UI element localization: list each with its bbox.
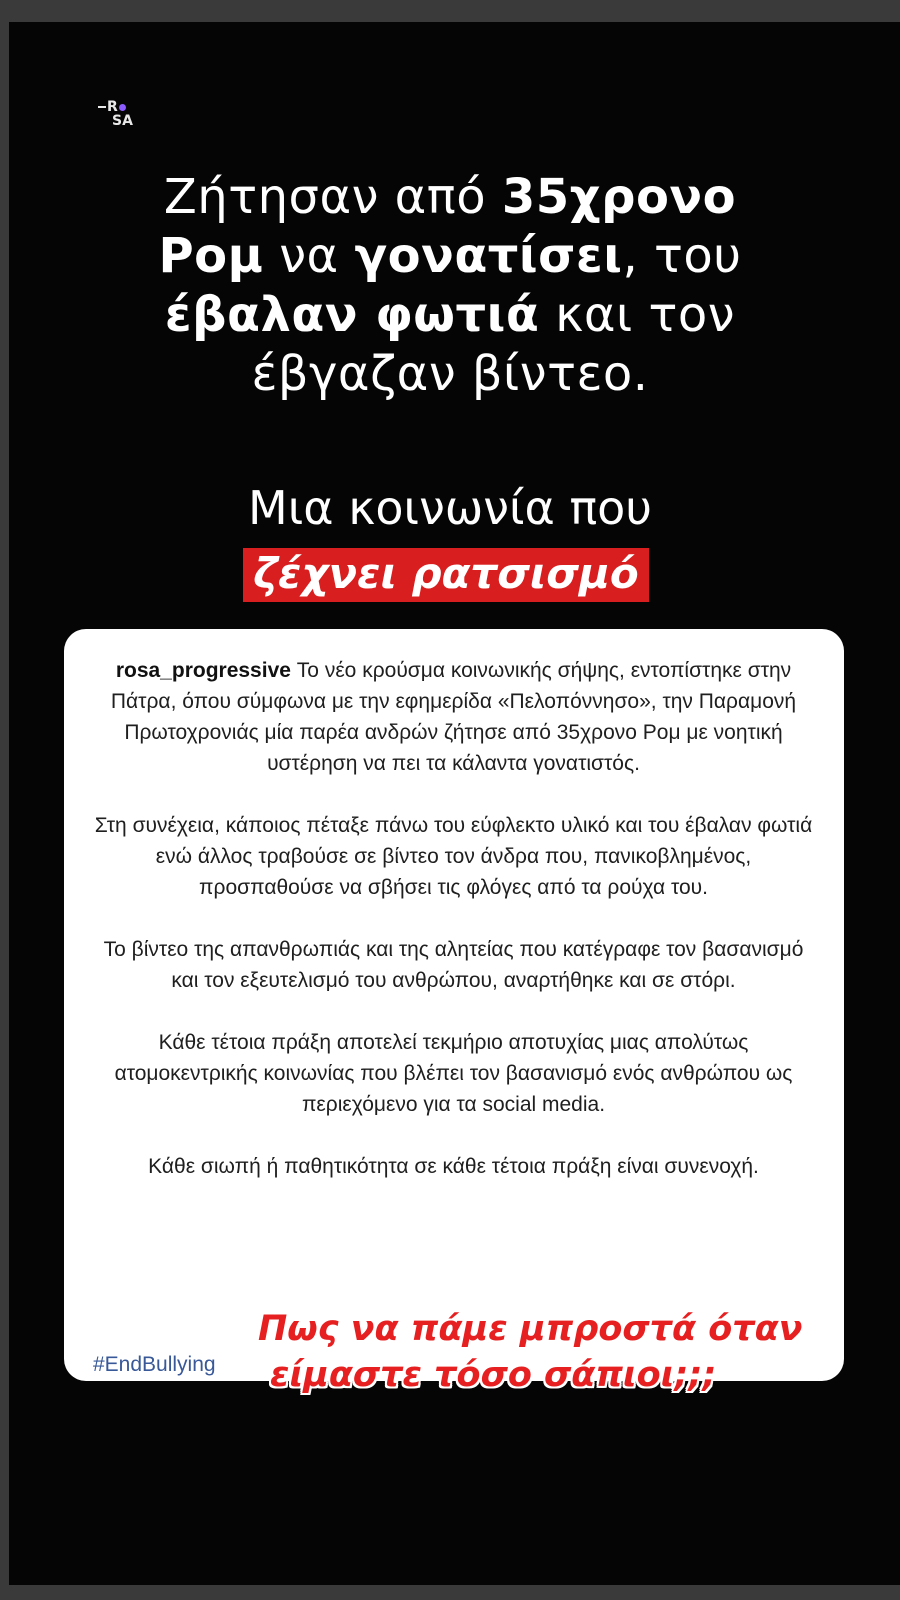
headline-part-2: να [263, 228, 355, 284]
headline-part-1: Ζήτησαν από [163, 169, 502, 225]
overlay-line-1: Πως να πάμε μπροστά όταν [258, 1309, 803, 1349]
highlight-phrase: ζέχνει ρατσισμό [243, 548, 649, 602]
headline-part-4: και τον [539, 287, 736, 343]
overlay-line-2: είμαστε τόσο σάπιοι;;; [270, 1355, 717, 1395]
headline-bold-2: Ρομ [158, 228, 264, 284]
frame-bottom-border [0, 1585, 900, 1600]
highlight-row [0, 548, 900, 602]
logo-dot-icon [119, 104, 126, 111]
logo-dash-icon [98, 106, 106, 108]
rosa-logo [98, 100, 138, 128]
logo-letters-sa: SA [112, 113, 133, 129]
story-overlay-caption [258, 1306, 898, 1398]
headline-part-5: έβγαζαν βίντεο. [251, 346, 649, 402]
post-paragraph-1-text: Το νέο κρούσμα κοινωνικής σήψης, εντοπίστηκε στην Πάτρα, όπου σύμφωνα με την εφημερίδα «Πελοπόννησο», την Παραμονή Πρωτοχρονιάς μία παρέα ανδρών ζήτησε από 35χρονο Ρομ με νοητική υστέρηση να πει τα κάλαντα γονατιστός. [110, 659, 797, 775]
post-paragraph-5: Κάθε σιωπή ή παθητικότητα σε κάθε τέτοια πράξη είναι συνενοχή. [148, 1155, 759, 1178]
post-hashtag[interactable]: #EndBullying [93, 1353, 216, 1376]
post-paragraph-1 [91, 655, 816, 779]
post-username[interactable]: rosa_progressive [115, 659, 291, 682]
post-paragraph-3: Το βίντεο της απανθρωπιάς και της αλητείας που κατέγραφε τον βασανισμό και τον εξευτελισμό του ανθρώπου, αναρτήθηκε και σε στόρι. [103, 938, 804, 992]
logo-letter-r: R [107, 99, 118, 115]
headline-bold-1: 35χρονο [501, 169, 737, 225]
post-caption-card [64, 629, 844, 1381]
headline [90, 168, 810, 404]
frame-left-border [0, 0, 9, 1600]
headline-bold-3: γονατίσει [354, 228, 623, 284]
headline-part-3: , του [622, 228, 742, 284]
post-paragraph-2: Στη συνέχεια, κάποιος πέταξε πάνω του εύφλεκτο υλικό και του έβαλαν φωτιά ενώ άλλος τραβούσε σε βίντεο τον άνδρα που, πανικοβλημένος, προσπαθούσε να σβήσει τις φλόγες από τα ρούχα του. [94, 814, 813, 899]
frame-top-border [0, 0, 900, 22]
post-paragraph-4: Κάθε τέτοια πράξη αποτελεί τεκμήριο αποτυχίας μιας απολύτως ατομοκεντρικής κοινωνίας που βλέπει τον βασανισμό ενός ανθρώπου ως περιεχόμενο για τα social media. [114, 1031, 793, 1116]
subheadline: Μια κοινωνία που [248, 481, 652, 535]
headline-bold-4: έβαλαν φωτιά [164, 287, 540, 343]
